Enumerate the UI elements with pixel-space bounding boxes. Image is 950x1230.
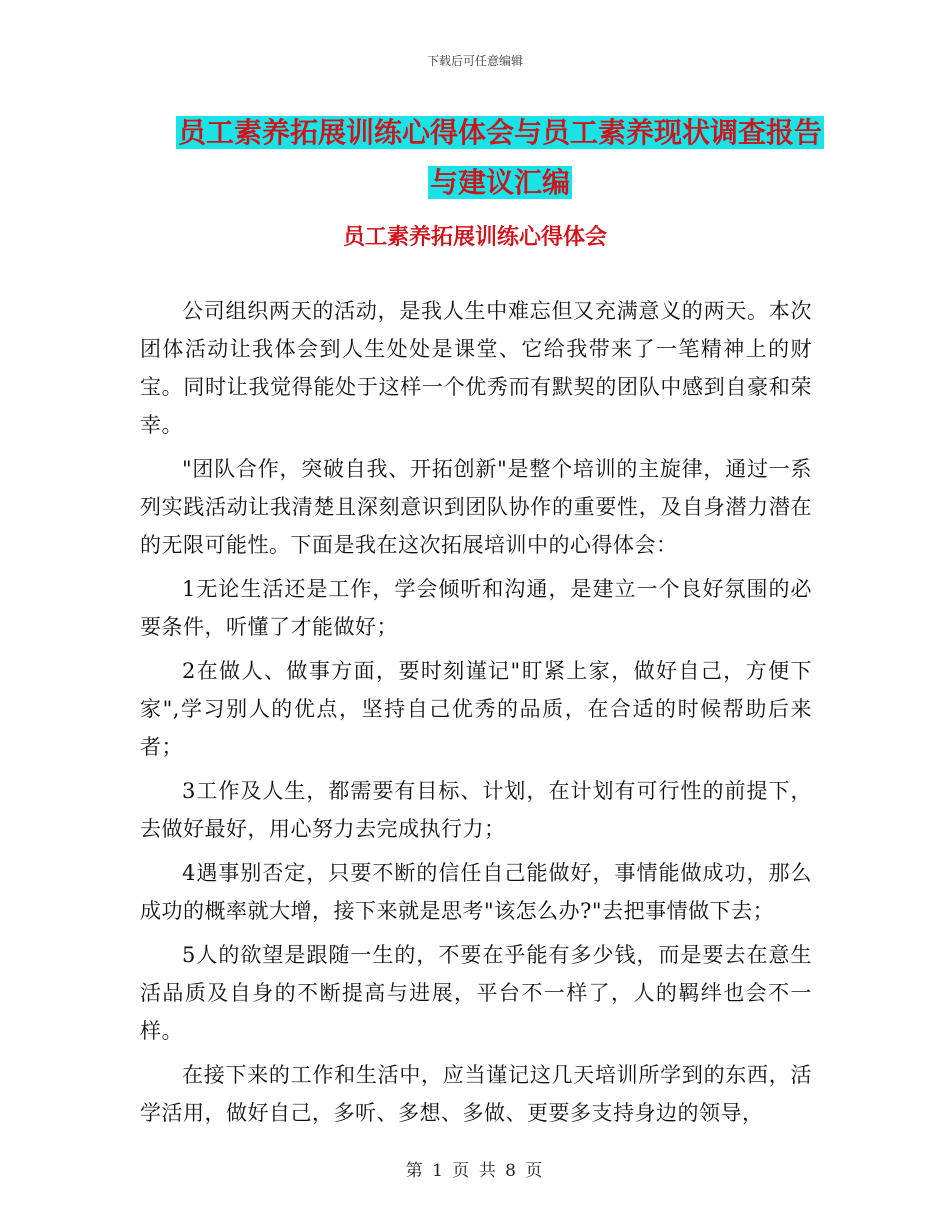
document-title-line2: 与建议汇编 <box>429 166 570 199</box>
paragraph: 在接下来的工作和生活中，应当谨记这几天培训所学到的东西，活学活用，做好自己，多听、多想、多做、更要多支持身边的领导， <box>140 1063 812 1125</box>
paragraph: 公司组织两天的活动，是我人生中难忘但又充满意义的两天。本次团体活动让我体会到人生处处是课堂、它给我带来了一笔精神上的财宝。同时让我觉得能处于这样一个优秀而有默契的团队中感到自豪和荣幸。 <box>140 299 812 437</box>
header-note: 下载后可任意编辑 <box>426 54 523 68</box>
section-title: 员工素养拓展训练心得体会 <box>342 225 607 250</box>
paragraph: "团队合作，突破自我、开拓创新"是整个培训的主旋律，通过一系列实践活动让我清楚且深刻意识到团队协作的重要性，及自身潜力潜在的无限可能性。下面是我在这次拓展培训中的心得体会： <box>140 457 812 557</box>
list-item: 3工作及人生，都需要有目标、计划，在计划有可行性的前提下，去做好最好，用心努力去完成执行力； <box>140 779 812 841</box>
body-text <box>140 292 812 1138</box>
list-item: 5人的欲望是跟随一生的，不要在乎能有多少钱，而是要去在意生活品质及自身的不断提高与进展，平台不一样了，人的羁绊也会不一样。 <box>140 943 812 1043</box>
list-item: 1无论生活还是工作，学会倾听和沟通，是建立一个良好氛围的必要条件，听懂了才能做好； <box>140 577 812 639</box>
document-title-line1: 员工素养拓展训练心得体会与员工素养现状调查报告 <box>177 116 822 149</box>
page-footer: 第 1 页 共 8 页 <box>405 1161 545 1181</box>
list-item: 4遇事别否定，只要不断的信任自己能做好，事情能做成功，那么成功的概率就大增，接下来就是思考"该怎么办?"去把事情做下去； <box>140 861 812 923</box>
list-item: 2在做人、做事方面，要时刻谨记"盯紧上家，做好自己，方便下家",学习别人的优点，坚持自己优秀的品质，在合适的时候帮助后来者； <box>140 659 812 759</box>
document-title <box>140 108 860 208</box>
